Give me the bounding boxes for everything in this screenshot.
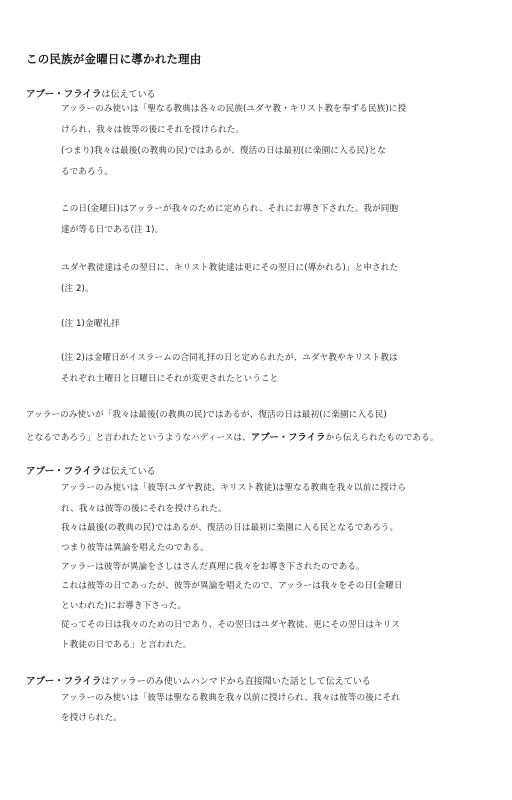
section1-line: 達が等る日である(注 1)。: [61, 225, 164, 235]
section1-note2: (注 2)は金曜日がイスラームの合同礼拝の日と定められたが、ユダヤ教やキリスト教は: [61, 353, 398, 363]
section2-line: つまり彼等は異論を唱えたのである。: [61, 543, 209, 553]
section1-narrator: アブー・フライラ: [26, 89, 102, 100]
section2-line: ト教徒の日である」と言われた。: [61, 640, 192, 650]
section2-attribution-suffix: は伝えている: [101, 467, 156, 477]
summary-suffix: から伝えられたものである。: [325, 433, 439, 443]
section2-line: アッラーは彼等が異論をさしはさんだ真理に我々をお導き下されたのである。: [61, 562, 365, 572]
section2-narrator: アブー・フライラ: [26, 466, 102, 477]
summary-line: [26, 429, 439, 443]
section1-line: けられ、我々は彼等の後にそれを授けられた。: [61, 125, 245, 135]
section1-line: この日(金曜日)はアッラーが我々のために定められ、それにお導き下された。我が同胞: [61, 204, 399, 214]
section3-line: アッラーのみ使いは「彼等は聖なる教典を我々以前に授けられ、我々は彼等の後にそれ: [61, 693, 400, 703]
section1-attribution: [26, 86, 155, 100]
section1-line: ユダヤ教徒達はその翌日に、キリスト教徒達は更にその翌日に(導かれる)」と申された: [61, 263, 399, 273]
section2-line: といわれた)にお導き下さった。: [61, 601, 187, 611]
section1-line: (注 2)。: [61, 284, 94, 294]
section3-attribution-suffix: はアッラーのみ使いムハンマドから直接聞いた話として伝えている: [101, 677, 371, 687]
section3-narrator: アブー・フライラ: [26, 676, 102, 687]
section3-line: を授けられた。: [61, 713, 122, 723]
section1-line: (つまり)我々は最後(の教典の民)ではあるが、復活の日は最初(に楽園に入る民)とな: [61, 146, 386, 156]
section1-note2: それぞれ土曜日と日曜日にそれが変更されたということ: [61, 374, 279, 384]
summary-prefix: となるであろう」と言われたというようなハディースは、: [26, 433, 251, 443]
section1-note1: (注 1)金曜礼拝: [61, 319, 120, 329]
section2-line: れ、我々は彼等の後にそれを授けられた。: [61, 504, 227, 514]
document-title: この民族が金曜日に導かれた理由: [26, 52, 202, 66]
section1-attribution-suffix: は伝えている: [101, 90, 156, 100]
section1-line: るであろう。: [61, 167, 114, 177]
summary-narrator: アブー・フライラ: [250, 432, 326, 443]
section2-line: これは彼等の日であったが、彼等が異論を唱えたので、アッラーは我々をその日(金曜日: [61, 581, 403, 591]
section2-attribution: [26, 463, 155, 477]
section2-line: 我々は最後(の教典の民)ではあるが、復活の日は最初に楽園に入る民となるであろう。: [61, 523, 399, 533]
section3-attribution: [26, 673, 371, 687]
summary-line: アッラーのみ使いが「我々は最後(の教典の民)ではあるが、復活の日は最初(に楽園に入る民): [26, 410, 387, 420]
section1-line: アッラーのみ使いは「聖なる教典は各々の民族(ユダヤ教・キリスト教を奉ずる民族)に授: [61, 104, 407, 114]
section2-line: 従ってその日は我々のための日であり、その翌日はユダヤ教徒、更にその翌日はキリス: [61, 620, 400, 630]
section2-line: アッラーのみ使いは「彼等(ユダヤ教徒、キリスト教徒)は聖なる教典を我々以前に授けら: [61, 483, 407, 493]
